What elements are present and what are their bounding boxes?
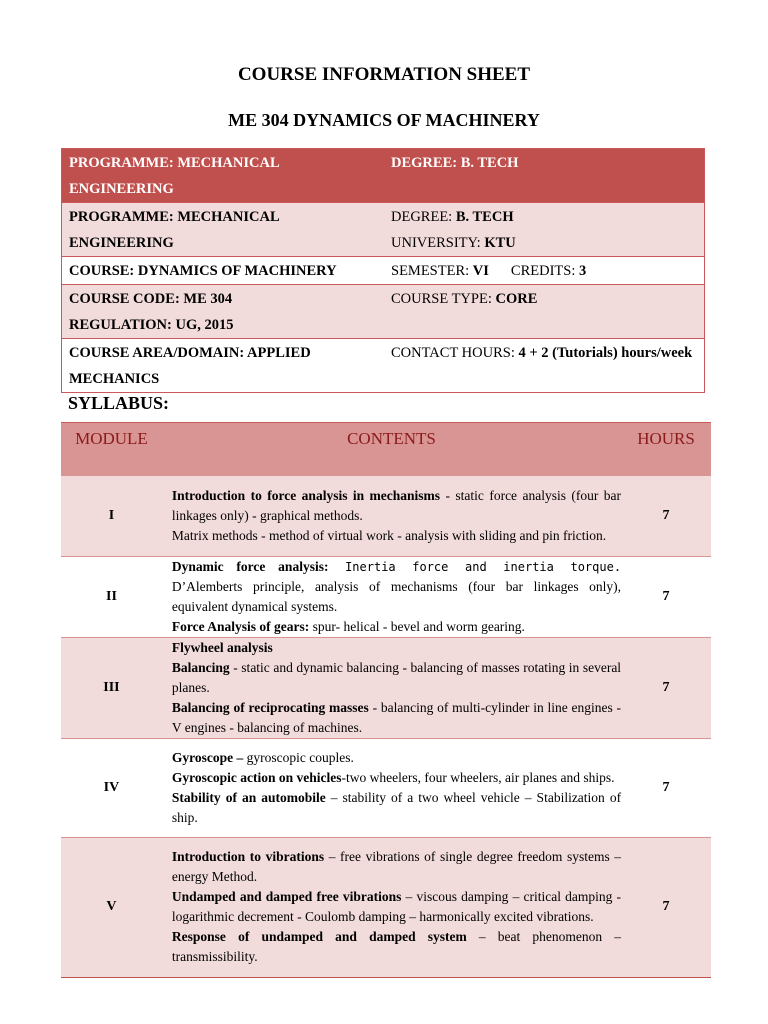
module-number: III (61, 637, 162, 738)
degree-value: B. TECH (455, 209, 514, 225)
module-row (61, 476, 711, 556)
content-text: – free vibrations of single degree freedom systems – energy Method. (171, 849, 622, 884)
content-topic: Flywheel analysis (171, 639, 273, 655)
module-number: V (61, 837, 162, 977)
content-text: - balancing of multi-cylinder in line engines - V engines - balancing of machines. (171, 699, 622, 735)
info-row-programme (62, 203, 705, 257)
content-topic: Introduction to force analysis in mechanisms (171, 487, 441, 503)
content-topic: Stability of an automobile (171, 789, 326, 805)
module-row (61, 837, 711, 977)
content-line (172, 698, 621, 738)
content-line (172, 748, 621, 768)
contents-column-header: CONTENTS (162, 423, 621, 477)
module-contents (162, 837, 621, 977)
info-row-area (62, 339, 705, 393)
module-row (61, 637, 711, 738)
code-regulation-cell (62, 285, 385, 339)
syllabus-table (61, 422, 711, 978)
content-line (172, 526, 621, 546)
module-number: II (61, 556, 162, 637)
content-topic: Balancing (171, 659, 230, 675)
content-line (172, 788, 621, 828)
content-topic: Force Analysis of gears: (171, 618, 310, 634)
course-cell: COURSE: DYNAMICS OF MACHINERY (62, 257, 385, 285)
university-value: KTU (484, 235, 516, 251)
content-line (172, 486, 621, 526)
module-hours: 7 (621, 476, 711, 556)
module-hours: 7 (621, 837, 711, 977)
course-subtitle: ME 304 DYNAMICS OF MACHINERY (228, 110, 540, 130)
module-row (61, 556, 711, 637)
content-text: – stability of a two wheel vehicle – Stabilization of ship. (171, 789, 622, 825)
content-line (172, 617, 621, 637)
content-text: -two wheelers, four wheelers, air planes and ships. (341, 769, 615, 785)
content-text: - static and dynamic balancing - balancing of masses rotating in several planes. (171, 659, 622, 695)
syllabus-heading: SYLLABUS: (68, 393, 170, 413)
content-text: Matrix methods - method of virtual work - analysis with sliding and pin friction. (171, 527, 607, 543)
content-text: – viscous damping – critical damping - logarithmic decrement - Coulomb damping – harmonically excited vibrations. (171, 889, 622, 924)
module-row (61, 738, 711, 837)
course-type-label: COURSE TYPE: (391, 291, 496, 307)
semester-credits-cell (384, 257, 705, 285)
credits-value: 3 (578, 263, 587, 279)
university-label: UNIVERSITY: (391, 235, 485, 251)
course-code: COURSE CODE: ME 304 (69, 291, 233, 307)
hours-column-header: HOURS (621, 423, 711, 477)
content-topic: Undamped and damped free vibrations (171, 889, 402, 904)
module-number: I (61, 476, 162, 556)
module-hours: 7 (621, 556, 711, 637)
module-contents (162, 738, 621, 837)
content-line (172, 557, 621, 617)
content-line (172, 638, 621, 658)
content-line (172, 658, 621, 698)
content-topic: Dynamic force analysis: (171, 558, 329, 574)
course-area-cell: COURSE AREA/DOMAIN: APPLIED MECHANICS (62, 339, 385, 393)
module-hours: 7 (621, 738, 711, 837)
module-hours: 7 (621, 637, 711, 738)
document-title: COURSE INFORMATION SHEET (237, 64, 531, 85)
degree-university-cell (384, 203, 705, 257)
info-row-code (62, 285, 705, 339)
semester-label: SEMESTER: (391, 263, 473, 279)
content-line (172, 887, 621, 927)
info-header-row (62, 149, 705, 203)
content-topic: Introduction to vibrations (171, 849, 325, 864)
course-info-table (61, 148, 705, 393)
info-row-course (62, 257, 705, 285)
header-degree: DEGREE: B. TECH (384, 149, 705, 203)
syllabus-header-row (61, 423, 711, 477)
regulation: REGULATION: UG, 2015 (69, 317, 234, 333)
content-line (172, 768, 621, 788)
module-number: IV (61, 738, 162, 837)
content-topic: Gyroscopic action on vehicles (171, 769, 342, 785)
content-text-mono: Inertia force and inertia torque. (328, 559, 622, 574)
content-topic: Response of undamped and damped system (171, 929, 467, 944)
programme-cell: PROGRAMME: MECHANICAL ENGINEERING (62, 203, 385, 257)
module-contents (162, 556, 621, 637)
header-programme: PROGRAMME: MECHANICAL ENGINEERING (62, 149, 385, 203)
content-topic: Balancing of reciprocating masses (171, 699, 369, 715)
content-topic: Gyroscope – (171, 749, 244, 765)
content-text: spur- helical - bevel and worm gearing. (309, 618, 525, 634)
content-text: D’Alemberts principle, analysis of mechanisms (four bar linkages only), equivalent dynamical systems. (171, 578, 622, 614)
contact-hours-label: CONTACT HOURS: (391, 345, 519, 361)
credits-label: CREDITS: (510, 263, 579, 279)
content-text: – beat phenomenon – transmissibility. (171, 929, 622, 964)
content-line (172, 847, 621, 887)
degree-label: DEGREE: (391, 209, 456, 225)
module-contents (162, 637, 621, 738)
course-type-value: CORE (495, 291, 538, 307)
content-text: gyroscopic couples. (243, 749, 354, 765)
semester-value: VI (472, 263, 489, 279)
contact-hours-cell (384, 339, 705, 393)
content-line (172, 927, 621, 967)
module-column-header: MODULE (61, 423, 162, 477)
content-text: - static force analysis (four bar linkages only) - graphical methods. (171, 487, 622, 523)
contact-hours-value: 4 + 2 (Tutorials) hours/week (518, 345, 693, 361)
module-contents (162, 476, 621, 556)
course-type-cell (384, 285, 705, 339)
